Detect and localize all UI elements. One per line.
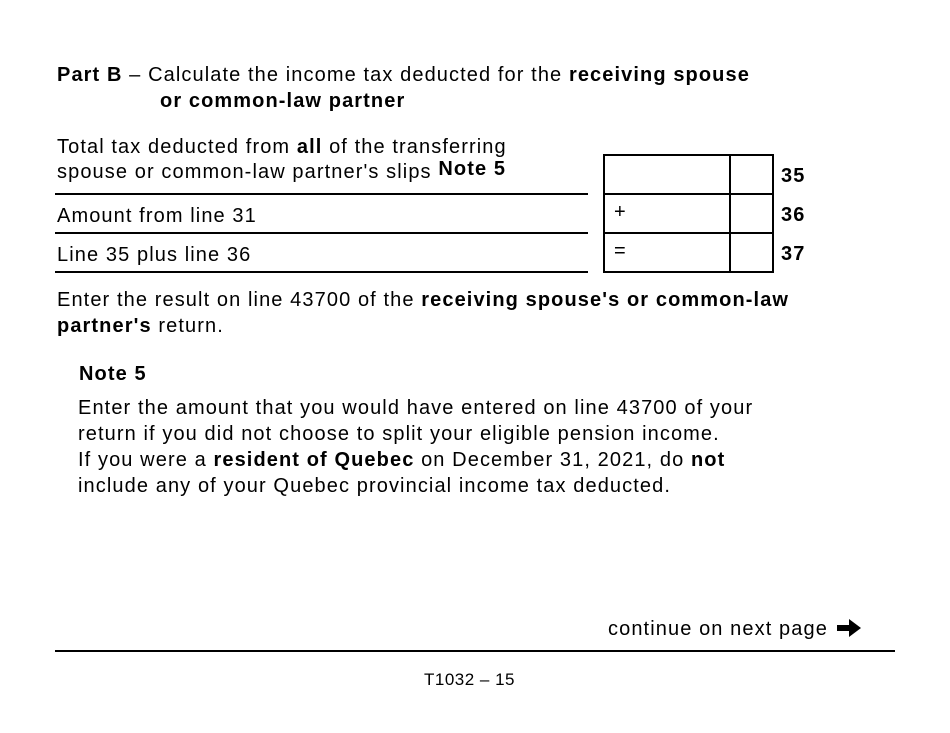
dash: – [122,64,149,86]
instruction-line1 [57,287,789,313]
line-number-36: 36 [781,204,806,226]
note5-line2: return if you did not choose to split your eligible pension income. [78,423,720,445]
title-text: Calculate the income tax deducted for the [148,64,569,86]
line37-cents-input[interactable] [729,232,774,273]
line37-dollars-input[interactable] [603,232,731,273]
text-bold: resident of Quebec [213,449,415,471]
equals-operator: = [614,240,627,262]
row35-label-line2 [57,159,506,185]
divider [55,232,588,234]
text-bold: all [296,136,323,158]
divider [55,271,588,273]
text-bold: not [690,449,726,471]
text: If you were a [78,449,214,471]
line36-dollars-input[interactable] [603,193,731,234]
title-bold: receiving spouse [568,64,750,86]
plus-operator: + [614,201,627,223]
note-ref: Note 5 [438,158,507,180]
text: Total tax deducted from [57,136,297,158]
page-number: T1032 – 15 [424,670,516,689]
text-bold: receiving spouse's or common-law [421,289,790,311]
row35-label-line1 [57,134,507,160]
continue-text: continue on next page [608,618,828,640]
note5-line4: include any of your Quebec provincial income tax deducted. [78,475,671,497]
line35-cents-input[interactable] [729,154,774,195]
line35-dollars-input[interactable] [603,154,731,195]
note5-line3 [78,447,725,473]
divider [55,193,588,195]
text: of the transferring [322,136,507,158]
part-b-heading-line2 [160,88,405,114]
row37-label: Line 35 plus line 36 [57,244,252,266]
text: on December 31, 2021, do [414,449,691,471]
note5-line1: Enter the amount that you would have entered on line 43700 of your [78,397,754,419]
instruction-line2 [57,313,224,339]
continue-next-page [608,616,863,642]
line36-cents-input[interactable] [729,193,774,234]
row36-label: Amount from line 31 [57,205,257,227]
part-b-heading [57,62,750,88]
text: spouse or common-law partner's slips [57,161,439,183]
text: Enter the result on line 43700 of the [57,289,422,311]
footer-rule [55,650,895,652]
text-bold: partner's [57,315,152,337]
text: return. [151,315,224,337]
arrow-right-icon [835,617,863,639]
line-number-35: 35 [781,165,806,187]
title-bold-2: or common-law partner [160,90,406,112]
line-number-37: 37 [781,243,806,265]
part-label: Part B [57,64,123,86]
note5-title: Note 5 [79,363,147,385]
